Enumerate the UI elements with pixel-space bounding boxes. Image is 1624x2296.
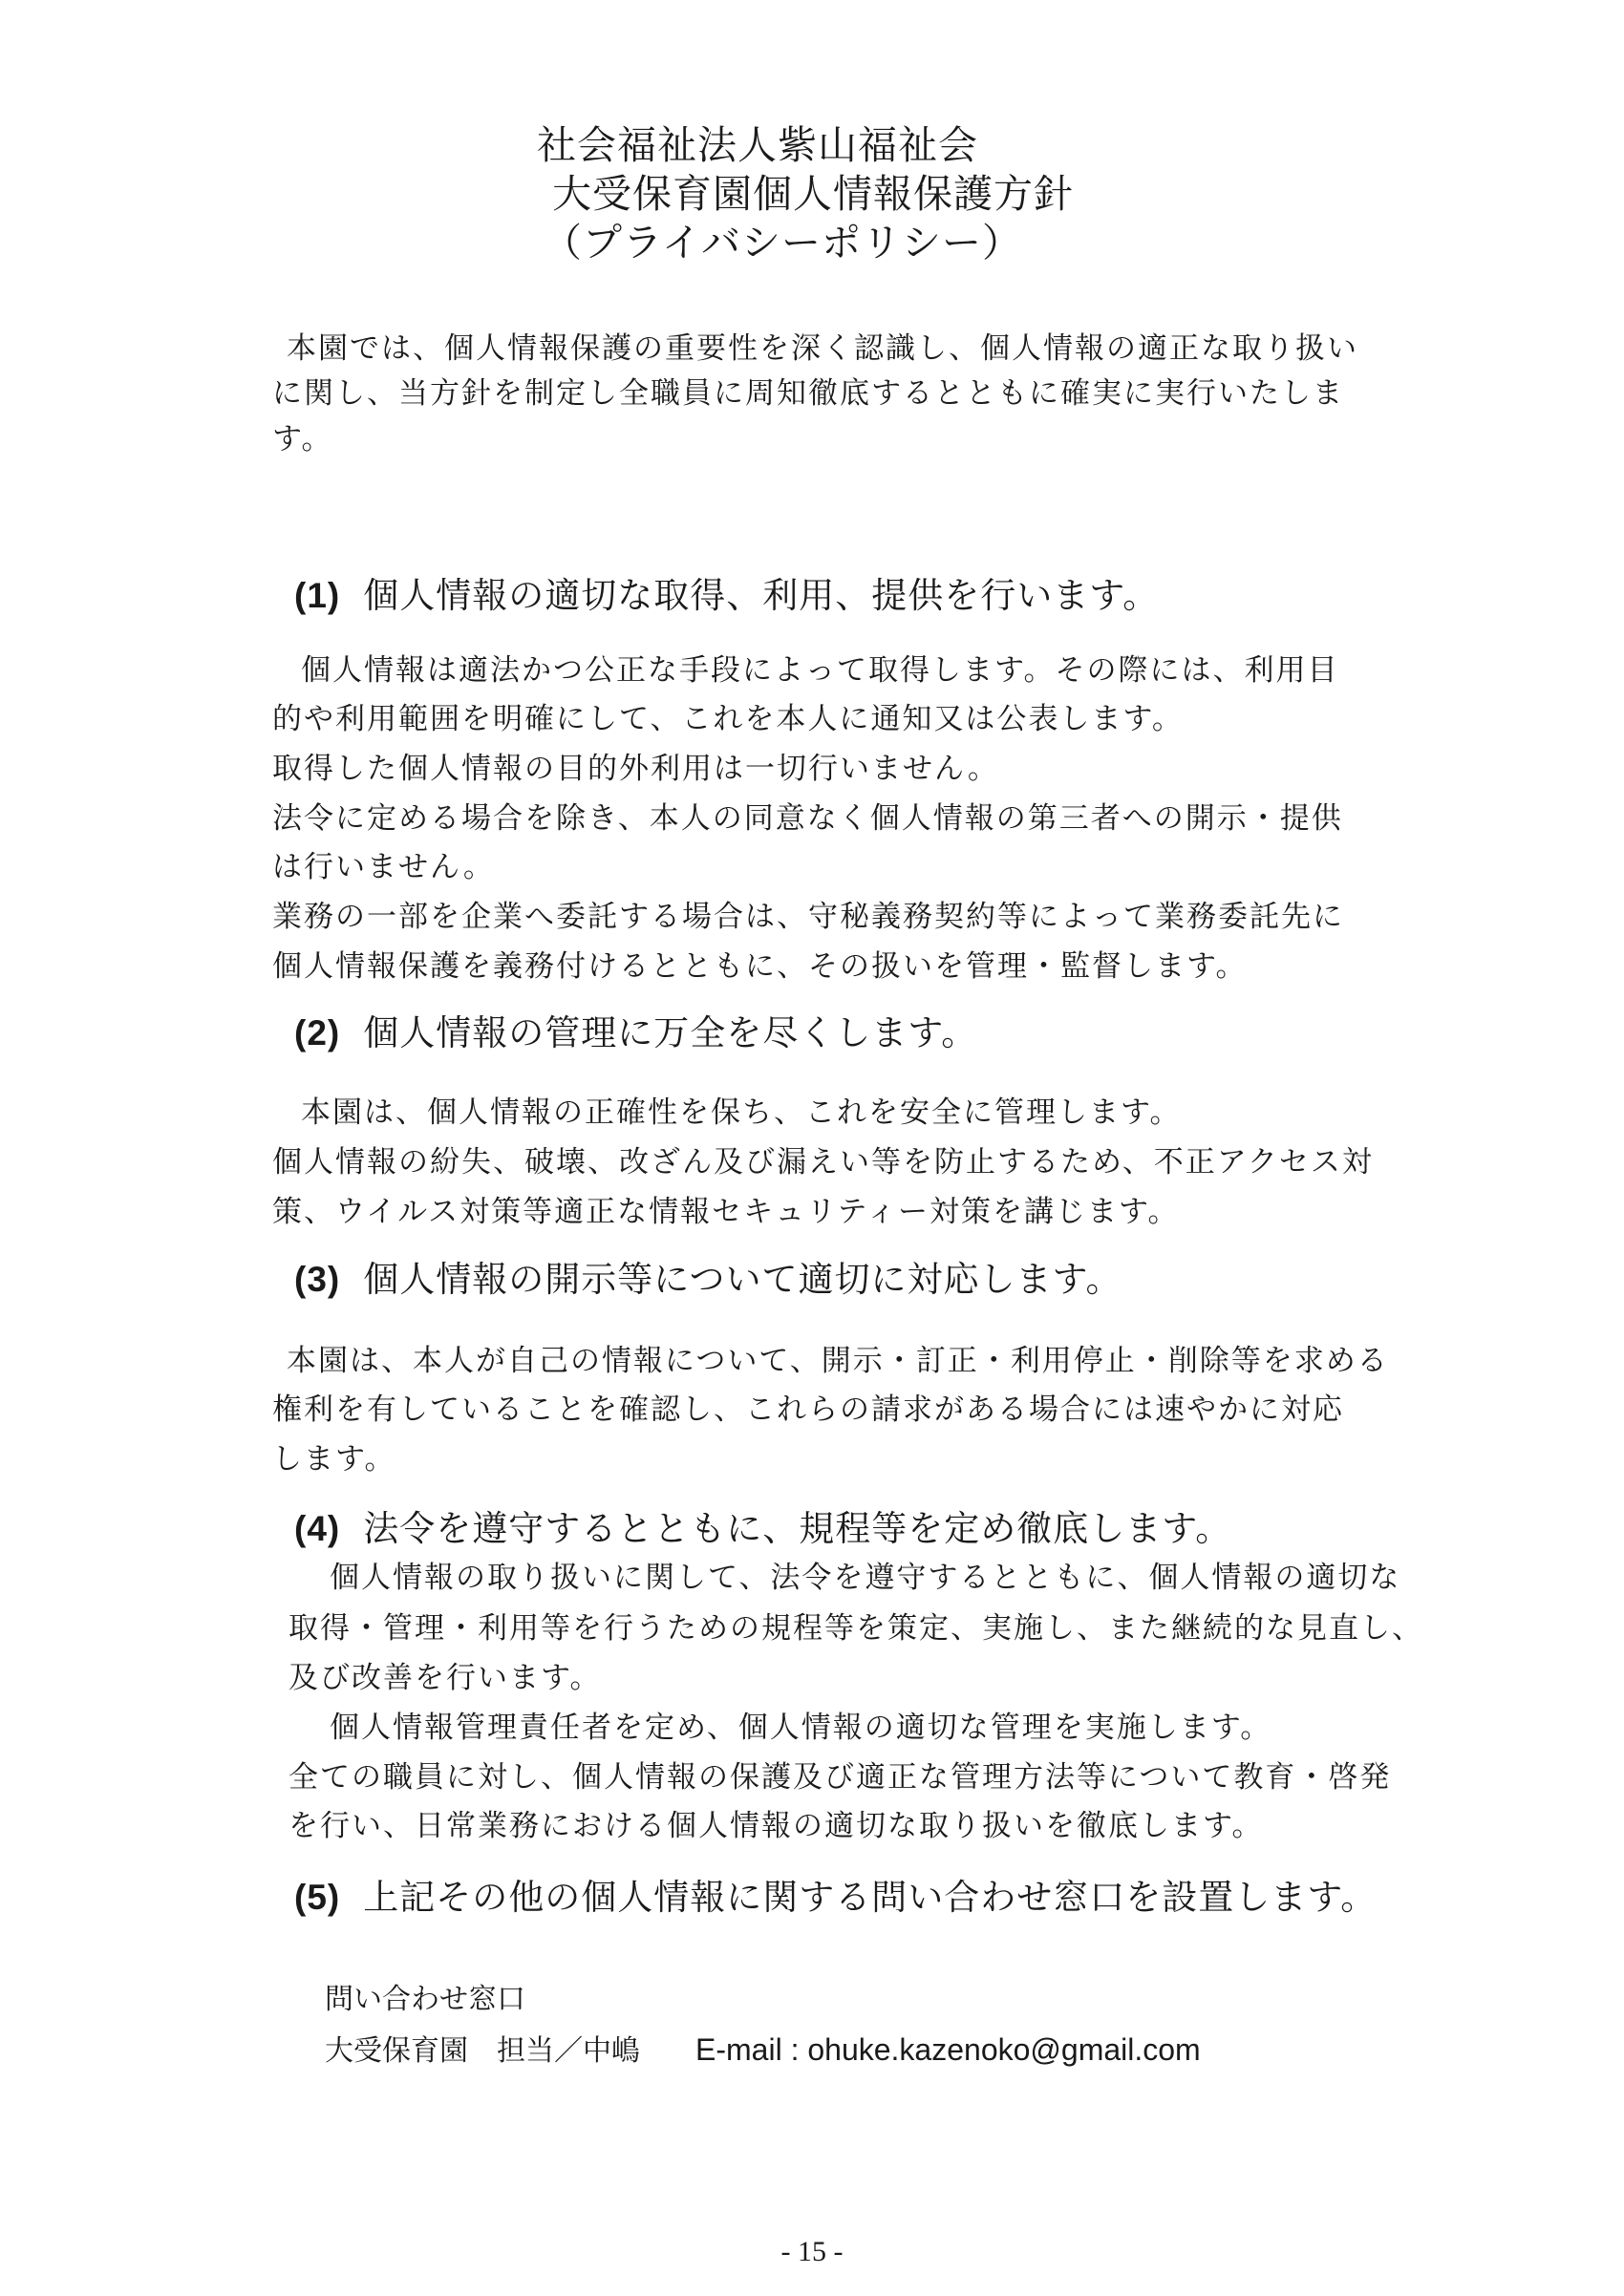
section-number: (3) xyxy=(294,1260,341,1299)
section-heading-2 xyxy=(294,1010,977,1056)
section-1-line: 取得した個人情報の目的外利用は一切行いません。 xyxy=(272,752,999,786)
section-2-line: 策、ウイルス対策等適正な情報セキュリティー対策を講じます。 xyxy=(272,1195,1180,1229)
section-number: (1) xyxy=(294,576,341,615)
document-subtitle: （プライバシーポリシー） xyxy=(543,220,1022,266)
page-number: - 15 - xyxy=(780,2236,844,2267)
contact-info xyxy=(325,2030,1201,2071)
intro-line: す。 xyxy=(272,422,333,457)
section-4-line: 個人情報管理責任者を定め、個人情報の適切な管理を実施します。 xyxy=(330,1711,1272,1745)
section-title: 個人情報の開示等について適切に対応します。 xyxy=(363,1259,1122,1300)
section-1-line: 個人情報保護を義務付けるとともに、その扱いを管理・監督します。 xyxy=(272,949,1248,984)
section-title: 上記その他の個人情報に関する問い合わせ窓口を設置します。 xyxy=(363,1877,1378,1918)
intro-line: 本園では、個人情報保護の重要性を深く認識し、個人情報の適正な取り扱い xyxy=(287,331,1358,366)
section-heading-4 xyxy=(294,1506,1231,1552)
section-1-line: は行いません。 xyxy=(272,850,495,884)
section-heading-3 xyxy=(294,1257,1122,1303)
section-title: 個人情報の管理に万全を尽くします。 xyxy=(363,1012,978,1053)
section-2-line: 個人情報の紛失、破壊、改ざん及び漏えい等を防止するため、不正アクセス対 xyxy=(272,1145,1374,1180)
contact-person: 大受保育園 担当／中嶋 xyxy=(325,2034,640,2068)
section-2-line: 本園は、個人情報の正確性を保ち、これを安全に管理します。 xyxy=(301,1095,1182,1130)
org-name: 社会福祉法人紫山福祉会 xyxy=(537,122,978,168)
section-number: (5) xyxy=(294,1878,341,1917)
section-1-line: 法令に定める場合を除き、本人の同意なく個人情報の第三者への開示・提供 xyxy=(272,801,1343,836)
section-title: 個人情報の適切な取得、利用、提供を行います。 xyxy=(363,575,1160,616)
section-3-line: 本園は、本人が自己の情報について、開示・訂正・利用停止・削除等を求める xyxy=(287,1344,1389,1378)
document-title: 大受保育園個人情報保護方針 xyxy=(552,171,1074,217)
section-4-line: を行い、日常業務における個人情報の適切な取り扱いを徹底します。 xyxy=(288,1809,1264,1843)
section-number: (2) xyxy=(294,1013,341,1052)
section-title: 法令を遵守するとともに、規程等を定め徹底します。 xyxy=(363,1508,1232,1549)
section-4-line: 全ての職員に対し、個人情報の保護及び適正な管理方法等について教育・啓発 xyxy=(288,1760,1392,1795)
section-1-line: 業務の一部を企業へ委託する場合は、守秘義務契約等によって業務委託先に xyxy=(272,900,1344,934)
section-3-line: します。 xyxy=(272,1442,396,1477)
section-3-line: 権利を有していることを確認し、これらの請求がある場合には速やかに対応 xyxy=(272,1392,1344,1427)
section-number: (4) xyxy=(294,1509,341,1548)
section-heading-1 xyxy=(294,573,1159,619)
section-4-line: 及び改善を行います。 xyxy=(288,1661,602,1695)
intro-line: に関し、当方針を制定し全職員に周知徹底するとともに確実に実行いたしま xyxy=(272,376,1344,411)
section-1-line: 個人情報は適法かつ公正な手段によって取得します。その際には、利用目 xyxy=(301,653,1339,688)
contact-label: 問い合わせ窓口 xyxy=(325,1983,525,2016)
section-4-line: 個人情報の取り扱いに関して、法令を遵守するとともに、個人情報の適切な xyxy=(330,1561,1401,1595)
section-heading-5 xyxy=(294,1875,1377,1921)
section-4-line: 取得・管理・利用等を行うための規程等を策定、実施し、また継続的な見直し、 xyxy=(288,1611,1423,1646)
contact-email: E-mail : ohuke.kazenoko@gmail.com xyxy=(695,2032,1201,2067)
section-1-line: 的や利用範囲を明確にして、これを本人に通知又は公表します。 xyxy=(272,702,1184,736)
